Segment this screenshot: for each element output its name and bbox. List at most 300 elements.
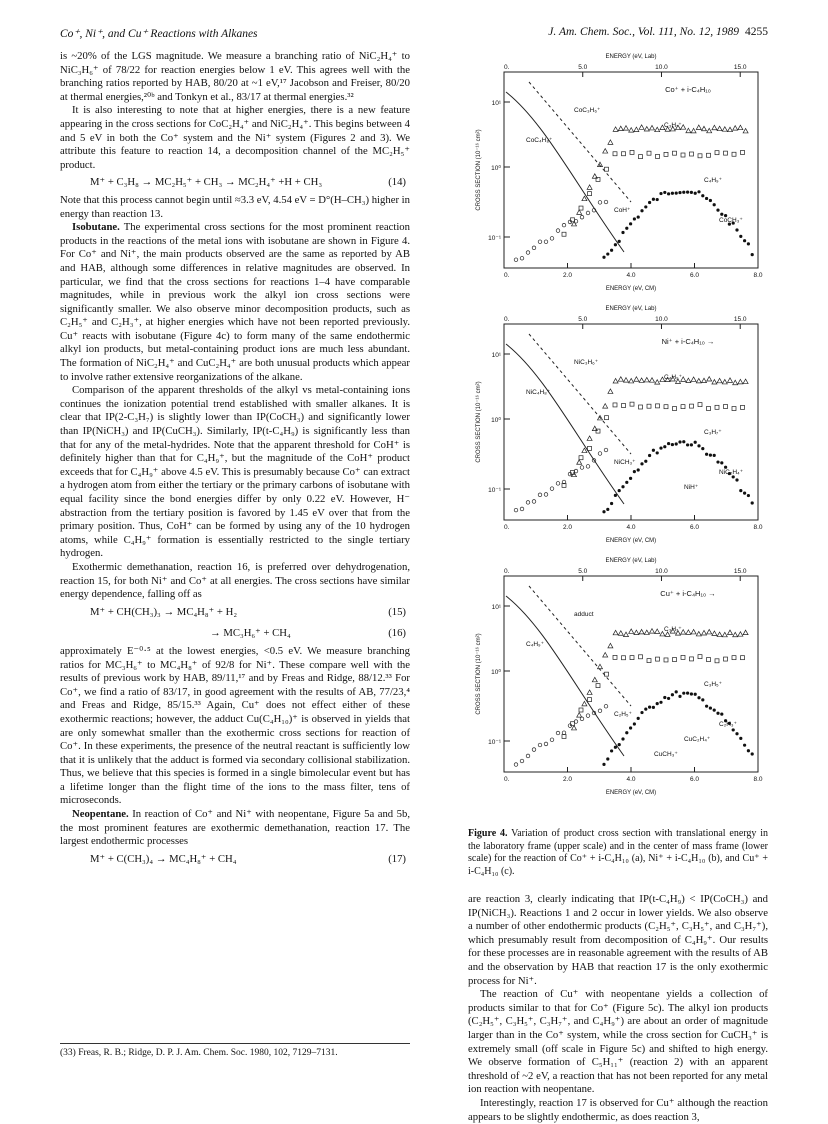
data-point xyxy=(664,152,668,156)
bottom-tick-label: 8.0 xyxy=(753,272,763,279)
data-point xyxy=(741,656,745,660)
data-point xyxy=(743,379,748,384)
data-point xyxy=(733,126,738,131)
top-tick-label: 5.0 xyxy=(578,568,588,575)
bottom-tick-label: 6.0 xyxy=(689,524,700,531)
y-tick-label: 10⁰ xyxy=(491,417,501,424)
top-tick-label: 0. xyxy=(504,316,510,323)
data-point xyxy=(655,127,660,132)
data-point xyxy=(681,153,685,157)
data-point xyxy=(605,672,609,676)
paragraph: Note that this process cannot begin until ≈3.3 eV, 4.54 eV = D°(H–CH₃) higher in energy than reaction 13. xyxy=(60,193,410,220)
data-point xyxy=(538,743,542,747)
data-point xyxy=(675,442,678,445)
data-point xyxy=(656,154,660,158)
data-point xyxy=(650,378,655,383)
data-point xyxy=(659,192,662,195)
data-point xyxy=(640,462,643,465)
data-point xyxy=(690,404,694,408)
data-point xyxy=(639,629,644,634)
data-point xyxy=(629,726,632,729)
y-tick-label: 10¹ xyxy=(491,352,501,359)
panel-title: Co⁺ + i-C₄H₁₀ xyxy=(665,85,711,94)
data-point xyxy=(605,167,609,171)
data-point xyxy=(655,629,660,634)
journal-name: J. Am. Chem. Soc., Vol. 111, No. 12, 1989 xyxy=(548,26,739,38)
top-tick-label: 10.0 xyxy=(655,316,668,323)
data-point xyxy=(671,192,674,195)
data-point xyxy=(650,125,655,129)
data-point xyxy=(667,442,670,445)
equation-16 xyxy=(60,623,410,645)
data-point xyxy=(634,127,639,131)
data-point xyxy=(743,239,746,242)
data-point xyxy=(694,192,697,195)
y-tick-label: 10¹ xyxy=(491,604,501,611)
data-point xyxy=(579,456,583,460)
data-point xyxy=(596,684,600,688)
data-point xyxy=(663,191,666,194)
data-point xyxy=(598,201,602,205)
data-point xyxy=(603,652,608,657)
data-point xyxy=(735,478,738,481)
product-label: adduct xyxy=(574,611,594,618)
data-point xyxy=(582,701,587,706)
data-point xyxy=(637,468,640,471)
data-point xyxy=(728,378,733,383)
product-label: NiC₄H₈⁺ xyxy=(526,389,551,396)
data-point xyxy=(707,658,711,662)
data-point xyxy=(673,407,677,411)
product-label: CoC₄H₈⁺ xyxy=(526,137,553,144)
data-point xyxy=(556,731,560,735)
product-label: C₃H₇⁺ xyxy=(704,429,722,436)
data-point xyxy=(656,702,659,705)
data-point xyxy=(652,198,655,201)
plot-frame xyxy=(504,324,758,520)
data-point xyxy=(739,235,742,238)
equation-15 xyxy=(60,602,410,624)
data-point xyxy=(696,631,701,636)
data-point xyxy=(639,155,643,159)
data-point xyxy=(681,405,685,409)
data-point xyxy=(520,759,524,763)
bottom-tick-label: 8.0 xyxy=(753,776,763,783)
data-point xyxy=(705,453,708,456)
y-tick-label: 10⁰ xyxy=(491,669,501,676)
paragraph: are reaction 3, clearly indicating that IP(t-C₄H₉) < IP(CoCH₃) and IP(NiCH₃). Reactions 1 and 2 occur in lower yields. We also observe a number of other endothermic products (C₂H₅⁺, C₃H₅⁺, and C₃H₇⁺), which presumably result from decomposition of C₄H₉⁺. Our results for these processes are in reasonable agreement with the results of AB and the observation by HAB that reaction 17 is the only exothermic process for Ni⁺. xyxy=(468,893,768,987)
data-point xyxy=(568,472,572,476)
top-tick-label: 0. xyxy=(504,568,510,575)
plot-frame xyxy=(504,72,758,268)
data-point xyxy=(624,378,629,383)
data-point xyxy=(610,502,613,505)
data-point xyxy=(705,705,708,708)
data-point xyxy=(633,217,636,220)
data-point xyxy=(690,443,693,446)
figure-caption xyxy=(468,828,768,878)
data-point xyxy=(630,402,634,406)
data-point xyxy=(630,150,634,154)
data-point xyxy=(732,152,736,156)
data-point xyxy=(613,127,618,132)
data-point xyxy=(625,227,628,230)
paragraph: Exothermic demethanation, reaction 16, is preferred over dehydrogenation, reaction 15, for both Ni⁺ and Co⁺ at all energies. The cross sections have similar energy dependence, falling off as xyxy=(60,560,410,601)
product-label: CoC₃H₆⁺ xyxy=(574,107,601,114)
data-point xyxy=(656,451,659,454)
data-point xyxy=(586,714,590,718)
data-point xyxy=(604,200,608,204)
data-point xyxy=(577,460,582,465)
data-point xyxy=(550,738,554,742)
data-point xyxy=(733,380,738,385)
data-point xyxy=(526,251,530,255)
journal-citation xyxy=(548,26,768,38)
data-point xyxy=(707,406,711,410)
data-point xyxy=(705,197,708,200)
product-label: NiCH₃⁺ xyxy=(614,459,636,466)
data-point xyxy=(709,199,712,202)
footnote: (33) Freas, R. B.; Ridge, D. P. J. Am. Chem. Soc. 1980, 102, 7129–7131. xyxy=(60,1043,410,1058)
data-point xyxy=(602,256,605,259)
data-point xyxy=(728,630,733,635)
data-point xyxy=(675,690,678,693)
data-point xyxy=(690,191,693,194)
data-point xyxy=(712,631,717,636)
data-point xyxy=(707,153,711,157)
y-axis-label: CROSS SECTION (10⁻¹⁶ cm²) xyxy=(476,129,482,211)
data-point xyxy=(580,215,584,219)
data-point xyxy=(686,128,691,133)
paragraph: Comparison of the apparent thresholds of the alkyl vs metal-containing ions continues the ionization potential trend established with smaller alkanes. It is clear that IP(2-C₃H₇) is slightly lower than IP(CoCH₃) and significantly lower than IP(NiCH₃) and IP(CuCH₃). Similarly, IP(t-C₄H₉) is significantly less than that for any of the metal-hydrides. Note that the apparent threshold for CoH⁺ is definitely higher than that for C₄H₉⁺, but the magnitude of the CoH⁺ product exceeds that for C₄H₉⁺ above 4.5 eV. This is presumably because Co⁺ can extract a hydrogen atom from either the tertiary or the primary carbons of isobutane with equal facility since the bond energies differ by only 0.22 eV. However, H⁻ abstraction from the tertiary position is favored by 1.45 eV over that from the primary position. Thus, CoH⁺ can be formed by using any of the 10 hydrogen atoms, while C₄H₉⁺ formation is essentially restricted to the single tertiary hydrogen. xyxy=(60,384,410,560)
data-point xyxy=(606,757,609,760)
data-point xyxy=(598,709,602,713)
top-axis-label: ENERGY (eV, Lab) xyxy=(605,306,657,312)
bottom-tick-label: 2.0 xyxy=(562,524,573,531)
data-point xyxy=(514,508,518,512)
product-label: CoH⁺ xyxy=(614,207,631,214)
y-tick-label: 10⁻¹ xyxy=(488,487,501,494)
data-point xyxy=(614,243,617,246)
data-point xyxy=(690,152,694,156)
data-point xyxy=(614,494,617,497)
data-point xyxy=(673,151,677,155)
data-point xyxy=(696,378,701,383)
data-point xyxy=(592,426,597,431)
paragraph: approximately E⁻⁰·⁵ at the lowest energies, <0.5 eV. We measure branching ratios for MC₃H₆⁺ to MC₄H₈⁺ of 92/8 for Ni⁺. These compare well with the results of previous work by HAB, 89/11,¹⁷ and by Freas and Ridge, 88/12.³³ For Co⁺, we find a ratio of 83/17, in good agreement with the results of AB, 77/23,⁴ and Freas and Ridge, 85/15.³³ Again, Cu⁺ does not effect either of these exothermic reactions; however, the adduct Cu(C₄H₁₀)⁺ is observed in yields that are only somewhat smaller than the exothermic cross sections for reaction of Co⁺. In these experiments, the presence of the neutral reactant is sufficiently low that it is unlikely that the adduct is formed via secondary collisional stabilization. Thus, we believe that this species is formed in a single bimolecular event but has a lifetime longer than the flight time of the ions to the mass filter, tens of microseconds. xyxy=(60,644,410,807)
data-point xyxy=(722,127,727,132)
data-point xyxy=(678,695,681,698)
section-heading: Neopentane. xyxy=(72,808,129,821)
data-point xyxy=(614,746,617,749)
data-point xyxy=(532,500,536,504)
data-point xyxy=(720,461,723,464)
data-point xyxy=(713,203,716,206)
data-point xyxy=(739,737,742,740)
data-point xyxy=(526,501,530,505)
data-point xyxy=(747,494,750,497)
data-point xyxy=(613,655,617,659)
data-point xyxy=(702,126,707,131)
top-axis-label: ENERGY (eV, Lab) xyxy=(605,54,657,60)
data-point xyxy=(741,150,745,154)
data-point xyxy=(701,194,704,197)
data-point xyxy=(698,655,702,659)
bottom-tick-label: 0. xyxy=(504,524,510,531)
data-point xyxy=(587,436,592,441)
data-point xyxy=(667,192,670,195)
data-point xyxy=(686,191,689,194)
data-point xyxy=(618,631,623,636)
equation-text: M⁺ + C₃H₈ → MC₂H₅⁺ + CH₃ → MC₂H₄⁺ +H + CH₃ xyxy=(90,176,323,189)
data-point xyxy=(738,379,743,384)
data-point xyxy=(659,446,662,449)
data-point xyxy=(698,403,702,407)
product-label: C₄H₉⁺ xyxy=(664,374,683,381)
data-point xyxy=(717,378,722,383)
data-point xyxy=(743,630,748,635)
page-header xyxy=(60,26,768,42)
data-point xyxy=(622,152,626,156)
product-label: C₂H₅⁺ xyxy=(614,711,632,718)
data-point xyxy=(664,405,668,409)
equation-text: M⁺ + C(CH₃)₄ → MC₄H₈⁺ + CH₄ xyxy=(90,852,237,865)
data-point xyxy=(724,151,728,155)
data-point xyxy=(717,632,722,637)
product-label: CuCH₃⁺ xyxy=(654,751,678,758)
data-point xyxy=(580,717,584,721)
data-point xyxy=(707,128,712,133)
data-point xyxy=(715,659,719,663)
data-point xyxy=(580,466,584,470)
bottom-tick-label: 2.0 xyxy=(562,272,573,279)
data-point xyxy=(702,378,707,383)
data-point xyxy=(625,731,628,734)
data-point xyxy=(639,125,644,130)
data-point xyxy=(715,151,719,155)
running-title: Co⁺, Ni⁺, and Cu⁺ Reactions with Alkanes xyxy=(60,28,258,40)
data-point xyxy=(629,222,632,225)
data-point xyxy=(613,403,617,407)
data-point xyxy=(691,377,696,382)
data-point xyxy=(709,706,712,709)
data-point xyxy=(690,657,694,661)
plot-frame xyxy=(504,576,758,772)
data-point xyxy=(738,632,743,637)
data-point xyxy=(716,460,719,463)
equation-17 xyxy=(60,849,410,871)
equation-number: (16) xyxy=(388,627,406,640)
bottom-axis-label: ENERGY (eV, CM) xyxy=(605,538,657,544)
product-label: C₃H₇⁺ xyxy=(664,122,682,129)
data-point xyxy=(608,643,613,648)
data-point xyxy=(629,629,634,634)
decay-curve xyxy=(506,344,624,504)
bottom-tick-label: 0. xyxy=(504,272,510,279)
data-point xyxy=(722,379,727,384)
product-label: C₄H₉⁺ xyxy=(526,641,545,648)
data-point xyxy=(751,253,754,256)
y-tick-label: 10⁰ xyxy=(491,165,501,172)
data-point xyxy=(640,209,643,212)
data-point xyxy=(526,754,530,758)
data-point xyxy=(644,205,647,208)
data-point xyxy=(644,630,649,635)
data-point xyxy=(720,713,723,716)
top-tick-label: 5.0 xyxy=(578,316,588,323)
data-point xyxy=(520,256,524,260)
paragraph: The reaction of Cu⁺ with neopentane yields a collection of products similar to that for Co⁺ (Figure 5c). The alkyl ion products (C₂H₅⁺, C₃H₅⁺, C₃H₇⁺, and C₄H₉⁺) are about an order of magnitude larger than in the Co⁺ system, while the cross section for CuCH₃⁺ is extremely small (off scale in Figure 5c) and shifted to high energy. We observe formation of C₅H₁₁⁺ (reaction 2) with an apparent threshold of ~2 eV, a reaction that has not been reported for any metal ion reaction with neopentane. xyxy=(468,988,768,1096)
data-point xyxy=(613,630,618,635)
caption-label: Figure 4. xyxy=(468,828,508,839)
data-point xyxy=(579,708,583,712)
product-label: C₃H₇⁺ xyxy=(664,626,682,633)
data-point xyxy=(648,201,651,204)
paragraph: is ~20% of the LGS magnitude. We measure a branching ratio of NiC₂H₄⁺ to NiC₃H₆⁺ of 78/22 for reaction energies below 1 eV. This agrees well with the branching ratios reported by HAB, 80/20 at ~1 eV,¹⁷ Jacobson and Freiser, 80/20 at thermal energies,²⁰ᵇ and Tonkyn et al., 83/17 at thermal energies.³² xyxy=(60,50,410,103)
equation-number: (15) xyxy=(388,605,406,618)
data-point xyxy=(621,737,624,740)
data-point xyxy=(621,485,624,488)
data-point xyxy=(709,454,712,457)
paragraph-text: In reaction of Co⁺ and Ni⁺ with neopentane, Figure 5a and 5b, the most prominent features are exothermic demethanation, reaction 17. The largest endothermic processes xyxy=(60,808,410,848)
data-point xyxy=(663,696,666,699)
data-point xyxy=(732,728,735,731)
data-point xyxy=(717,126,722,131)
data-point xyxy=(678,191,681,194)
data-point xyxy=(644,126,649,131)
top-tick-label: 0. xyxy=(504,64,510,71)
data-point xyxy=(667,697,670,700)
data-point xyxy=(592,677,597,682)
data-point xyxy=(682,440,685,443)
bottom-tick-label: 8.0 xyxy=(753,524,763,531)
data-point xyxy=(647,659,651,663)
data-point xyxy=(608,140,613,145)
data-point xyxy=(656,404,660,408)
data-point xyxy=(608,389,613,394)
equation-14 xyxy=(60,172,410,194)
data-point xyxy=(648,454,651,457)
data-point xyxy=(556,229,560,233)
data-point xyxy=(747,242,750,245)
data-point xyxy=(577,713,582,718)
bottom-axis-label: ENERGY (eV, CM) xyxy=(605,790,657,796)
data-point xyxy=(741,405,745,409)
data-point xyxy=(701,698,704,701)
data-point xyxy=(603,404,608,409)
data-point xyxy=(562,734,566,738)
y-tick-label: 10⁻¹ xyxy=(488,235,501,242)
top-axis-label: ENERGY (eV, Lab) xyxy=(605,558,657,564)
data-point xyxy=(735,228,738,231)
equation-text: → MC₃H₆⁺ + CH₄ xyxy=(210,627,291,640)
data-point xyxy=(724,404,728,408)
data-point xyxy=(647,151,651,155)
data-point xyxy=(678,440,681,443)
data-point xyxy=(562,223,566,227)
figure-4 xyxy=(468,50,768,820)
data-point xyxy=(644,377,649,382)
data-point xyxy=(588,446,592,450)
product-label: NiC₂H₄⁺ xyxy=(719,469,744,476)
data-point xyxy=(686,692,689,695)
data-point xyxy=(743,492,746,495)
data-point xyxy=(544,493,548,497)
data-point xyxy=(650,629,655,634)
data-point xyxy=(701,447,704,450)
data-point xyxy=(514,763,518,767)
data-point xyxy=(613,152,617,156)
data-point xyxy=(697,190,700,193)
data-point xyxy=(671,693,674,696)
data-point xyxy=(550,237,554,241)
data-point xyxy=(514,258,518,262)
data-point xyxy=(751,501,754,504)
data-point xyxy=(671,443,674,446)
caption-text: Variation of product cross section with translational energy in the laboratory frame (upper scale) and in the center of mass frame (lower scale) for the reaction of Co⁺ + i-C₄H₁₀ (a), Ni⁺ + i-C₄H₁₀ (b), and Cu⁺ + i-C₄H₁₀ (c). xyxy=(468,828,768,877)
data-point xyxy=(562,232,566,236)
data-point xyxy=(713,454,716,457)
data-point xyxy=(732,407,736,411)
data-point xyxy=(634,377,639,382)
data-point xyxy=(686,630,691,635)
y-axis-label: CROSS SECTION (10⁻¹⁶ cm²) xyxy=(476,633,482,715)
data-point xyxy=(602,510,605,513)
data-point xyxy=(751,752,754,755)
data-point xyxy=(682,191,685,194)
data-point xyxy=(618,489,621,492)
data-point xyxy=(520,507,524,511)
data-point xyxy=(644,708,647,711)
top-tick-label: 15.0 xyxy=(733,316,747,323)
top-tick-label: 5.0 xyxy=(578,64,588,71)
data-point xyxy=(618,377,623,382)
equation-number: (17) xyxy=(388,852,406,865)
data-point xyxy=(713,709,716,712)
data-point xyxy=(728,127,733,132)
data-point xyxy=(633,722,636,725)
decay-curve xyxy=(506,92,624,252)
data-point xyxy=(691,629,696,634)
data-point xyxy=(610,749,613,752)
data-point xyxy=(613,378,618,383)
data-point xyxy=(603,149,608,154)
bottom-tick-label: 4.0 xyxy=(626,524,636,531)
data-point xyxy=(663,445,666,448)
y-tick-label: 10⁻¹ xyxy=(488,739,501,746)
data-point xyxy=(629,128,634,133)
product-label: C₂H₃⁺ xyxy=(719,721,737,728)
data-point xyxy=(722,632,727,637)
data-point xyxy=(694,693,697,696)
data-point xyxy=(743,128,748,133)
data-point xyxy=(587,185,592,190)
page-number: 4255 xyxy=(745,26,768,38)
data-point xyxy=(698,154,702,158)
paragraph-text: The experimental cross sections for the most prominent reaction products in the reactions of the metal ions with isobutane are shown in Figure 4. For Co⁺ and Ni⁺, the main products observed are the same as reported by AB and HAB, although some differences in relative magnitudes are observed. In particular, we find that the cross sections for reactions 1–4 have comparable magnitudes, while in previous work the alkyl ion cross sections were significantly smaller. We also observe minor decomposition products, such as C₂H₅⁺ and C₂H₃⁺, at higher energies which have not been reported previously. Cu⁺ reacts with isobutane (Figure 4c) to form many of the same endothermic alkyl ion products, but metal-containing product ions are much less abundant. The formation of NiC₂H₄⁺ and CuC₂H₄⁺ are both unusual products which appear to involve rather extensive reorganizations of the alkane. xyxy=(60,221,410,383)
data-point xyxy=(682,692,685,695)
data-point xyxy=(691,128,696,133)
data-point xyxy=(618,743,621,746)
data-point xyxy=(622,404,626,408)
bottom-tick-label: 6.0 xyxy=(689,776,700,783)
data-point xyxy=(598,664,603,669)
data-point xyxy=(618,126,623,131)
data-point xyxy=(735,732,738,735)
data-point xyxy=(644,460,647,463)
product-label: CuC₂H₄⁺ xyxy=(684,736,711,743)
data-point xyxy=(588,698,592,702)
